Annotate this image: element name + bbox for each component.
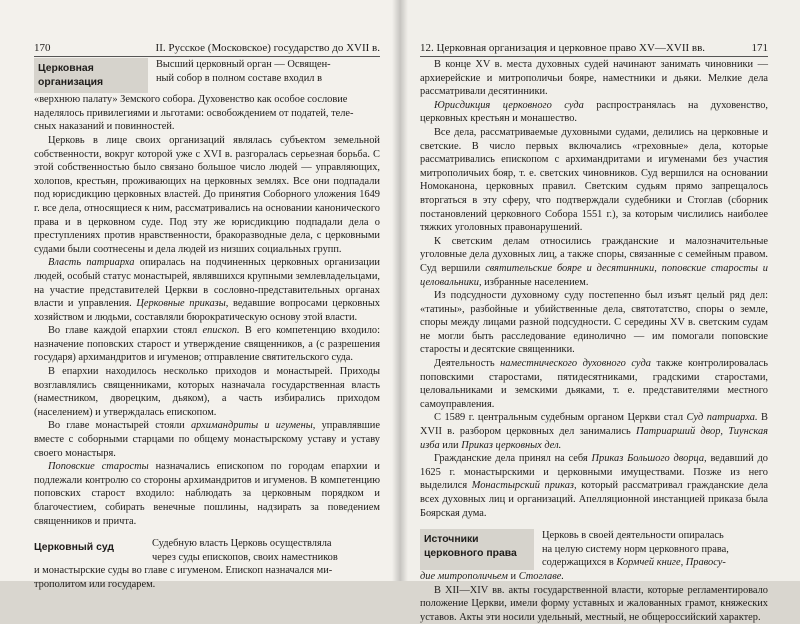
text: Деятельность bbox=[434, 358, 501, 370]
text: назначались епископом по городам епархии и подлежали контролю со стороны архимандритов и игуменов. В компетенцию поповских старост входило: наблюдать за церковным порядком и благочестием, собирать венечные пошлины, надзирать за поведением священников и причта. bbox=[34, 461, 380, 527]
paragraph: В XII—XIV вв. акты государственной власти, которые регламентировало положение Церкви, имели форму уставных и жалованных грамот, княжеских уставов. Акты эти носили удельный, местный, не общероссийский характер. bbox=[420, 584, 768, 623]
emphasis: Церковные приказы, bbox=[136, 298, 229, 310]
emphasis: Патриарший двор, Тиунская изба bbox=[420, 426, 768, 451]
intro-line: сных наказаний и повинностей. bbox=[34, 121, 175, 133]
text: или bbox=[439, 439, 462, 451]
text: Гражданские дела принял на себя bbox=[434, 453, 592, 465]
right-text-column bbox=[420, 58, 768, 624]
emphasis: епископ. bbox=[202, 325, 240, 337]
running-head: 12. Церковная организация и церковное право XV—XVII вв. bbox=[420, 42, 706, 54]
text: который рассматривал гражданские дела всех духовных лиц и организаций. Апелляционной инстанцией приказа была Боярская дума. bbox=[420, 480, 768, 519]
intro-line: через суды епископов, своих наместников bbox=[152, 551, 338, 563]
section-church-court bbox=[34, 537, 380, 564]
paragraph bbox=[420, 411, 768, 452]
paragraph bbox=[34, 460, 380, 528]
text: ведавшие вопросами церковных хозяйством и людьми, составляли бюрократическую основу этой власти. bbox=[34, 298, 380, 323]
section-heading: Церковная организация bbox=[34, 58, 148, 93]
paragraph bbox=[420, 99, 768, 126]
right-page-header bbox=[420, 40, 768, 57]
intro-line: Судебную власть Церковь осуществляла bbox=[152, 538, 332, 550]
paragraph: Из подсудности духовному суду постепенно был изъят целый ряд дел: «татины», разбойные и убийственные дела, святотатство, споры о земле, споры между лицами разной подсудности. С середины XV в. светским судам не могли быть расследование единолично — им помогали поповские старосты и десятские священники. bbox=[420, 290, 768, 356]
intro-line: на целую систему норм церковного права, bbox=[542, 543, 729, 555]
paragraph bbox=[34, 419, 380, 460]
emphasis: Власть патриарха bbox=[48, 257, 135, 269]
paragraph bbox=[420, 452, 768, 520]
intro-line: и монастырские суды во главе с игуменом. Епископ назначался ми- bbox=[34, 565, 333, 577]
intro-line bbox=[420, 570, 768, 584]
paragraph bbox=[34, 256, 380, 324]
text: С 1589 г. центральным судебным органом Церкви стал bbox=[434, 412, 687, 424]
emphasis: Стоглаве. bbox=[518, 570, 564, 582]
section-intro-top bbox=[156, 58, 380, 93]
text: также контролировалась поповскими старостами, пятидесятниками, градскими старостами, целовальниками и земскими дьяками, т. е. представителями местного самоуправления. bbox=[420, 358, 768, 410]
paragraph: В конце XV в. места духовных судей начинают занимать чиновники — архиерейские и митрополичьи бояре, наместники и дьяки. Мелкие дела рассматривали десятинники. bbox=[420, 59, 768, 98]
left-text-column bbox=[34, 58, 380, 592]
text: Во главе каждой епархии стоял bbox=[48, 325, 203, 337]
text: избранные населением. bbox=[481, 276, 589, 288]
running-head: II. Русское (Московское) государство до XVII в. bbox=[155, 42, 380, 54]
section-intro-top bbox=[152, 537, 380, 564]
emphasis: Монастырский приказ, bbox=[471, 480, 577, 492]
intro-line: ный собор в полном составе входил в bbox=[156, 72, 322, 84]
left-page-header bbox=[34, 40, 380, 57]
section-church-organization bbox=[34, 58, 380, 93]
emphasis: Приказ церковных дел. bbox=[461, 439, 562, 451]
paragraph bbox=[420, 235, 768, 289]
paragraph bbox=[34, 324, 380, 365]
intro-line: трополитом или государем. bbox=[34, 578, 156, 590]
paragraph: Церковь в лице своих организаций являлась субъектом земельной собственности, вокруг которой уже с XVI в. разгоралась серьезная борьба. С этой собственностью было связано большое число людей — управляющих, холопов, крестьян, проживающих на церковных землях. Все они подпадали под юрисдикцию церковных властей. До принятия Соборного уложения 1649 г. все дела, относящиеся к ним, рассматривались на основании канонического права и в церковном суде. Под эту же юрисдикцию подпадали дела о преступлениях против нравственности, бракоразводные дела, с церковными судами были соотнесены и дела людей из низших социальных групп. bbox=[34, 134, 380, 255]
spacer bbox=[420, 520, 768, 529]
emphasis: дие митрополичьем bbox=[420, 570, 508, 582]
emphasis: Суд патриарха. bbox=[686, 412, 758, 424]
intro-line: Высший церковный орган — Освящен- bbox=[156, 59, 331, 70]
emphasis: архимандриты и игумены, bbox=[190, 420, 316, 432]
intro-line bbox=[542, 556, 768, 570]
text: и bbox=[507, 570, 519, 582]
page-number: 171 bbox=[751, 42, 768, 54]
page-number: 170 bbox=[34, 42, 51, 54]
emphasis: Поповские старосты bbox=[48, 461, 149, 473]
section-intro-top bbox=[542, 529, 768, 570]
text: опиралась на подчиненных церковных организации людей, особый статус монастырей, являвшихся крупными землевладельцами, на участие представителей Церкви в сословно-представительных органах власти и управления. bbox=[34, 257, 380, 310]
emphasis: Кормчей книге, Правосу- bbox=[616, 557, 726, 569]
emphasis: Приказ Большого дворца, bbox=[591, 453, 707, 465]
section-heading: Источники церковного права bbox=[420, 529, 534, 570]
paragraph: В епархии находилось несколько приходов и монастырей. Приходы возглавлялись священниками, которых назначала государственная власть (наместником, дворецким, дьяком), а часть избирались приходом (населением) и утверждалась епископом. bbox=[34, 366, 380, 418]
section-church-law-sources bbox=[420, 529, 768, 570]
left-page bbox=[0, 0, 400, 590]
section-heading: Церковный суд bbox=[34, 542, 114, 554]
text: К светским делам относились гражданские и малозначительные уголовные дела духовных лиц, а также споры, связанные с семейным правом. Суд вершили bbox=[420, 235, 768, 274]
emphasis: святительские бояре и десятинники, поповские старосты и целовальники, bbox=[420, 262, 769, 288]
text: В XVII в. разбором церковных дел занимались bbox=[420, 412, 768, 438]
emphasis: Юрисдикция церковного суда bbox=[434, 99, 584, 111]
text: В его компетенцию входило: назначение поповских старост и утверждение священников, а (с разрешения государя) архимандритов и игуменов; отправление святительского суда. bbox=[34, 325, 380, 364]
text: ведавший до 1625 г. монастырскими и церковными имуществами. Позже из него выделился bbox=[420, 453, 768, 492]
intro-line: Церковь в своей деятельности опиралась bbox=[542, 530, 724, 542]
paragraph: Все дела, рассматриваемые духовными судами, делились на церковные и светские. В число первых включались «греховные» дела, которые рассматривались епископом с архимандритами и игуменами без участия митрополичьих бояр, т. е. светских чиновников. Суд вершился на основании Номоканона, церковных правил. Светским судьям прямо запрещалось вторгаться в эту сферу, что подтверждали судебники и Стоглав (сборник постановлений церковного Собора 1551 г.), за которым числились наиболее тяжких уголовных правонарушений. bbox=[420, 126, 768, 234]
text: Во главе монастырей стояли bbox=[48, 420, 191, 432]
intro-line: наделялось привилегиями и льготами: освобождением от податей, теле- bbox=[34, 107, 354, 119]
text: управлявшие вместе с соборными старцами по общему монастырскому уставу и уставу своего монастыря. bbox=[34, 420, 380, 459]
paragraph bbox=[420, 357, 768, 411]
spacer bbox=[34, 528, 380, 537]
intro-line: «верхнюю палату» Земского собора. Духовенство как особое сословие bbox=[34, 94, 348, 106]
right-page bbox=[400, 0, 800, 623]
emphasis: наместнического духовного суда bbox=[500, 358, 651, 370]
text: содержащихся в bbox=[542, 557, 617, 569]
text: распространялась на духовенство, церковных крестьян и монашество. bbox=[420, 99, 768, 125]
